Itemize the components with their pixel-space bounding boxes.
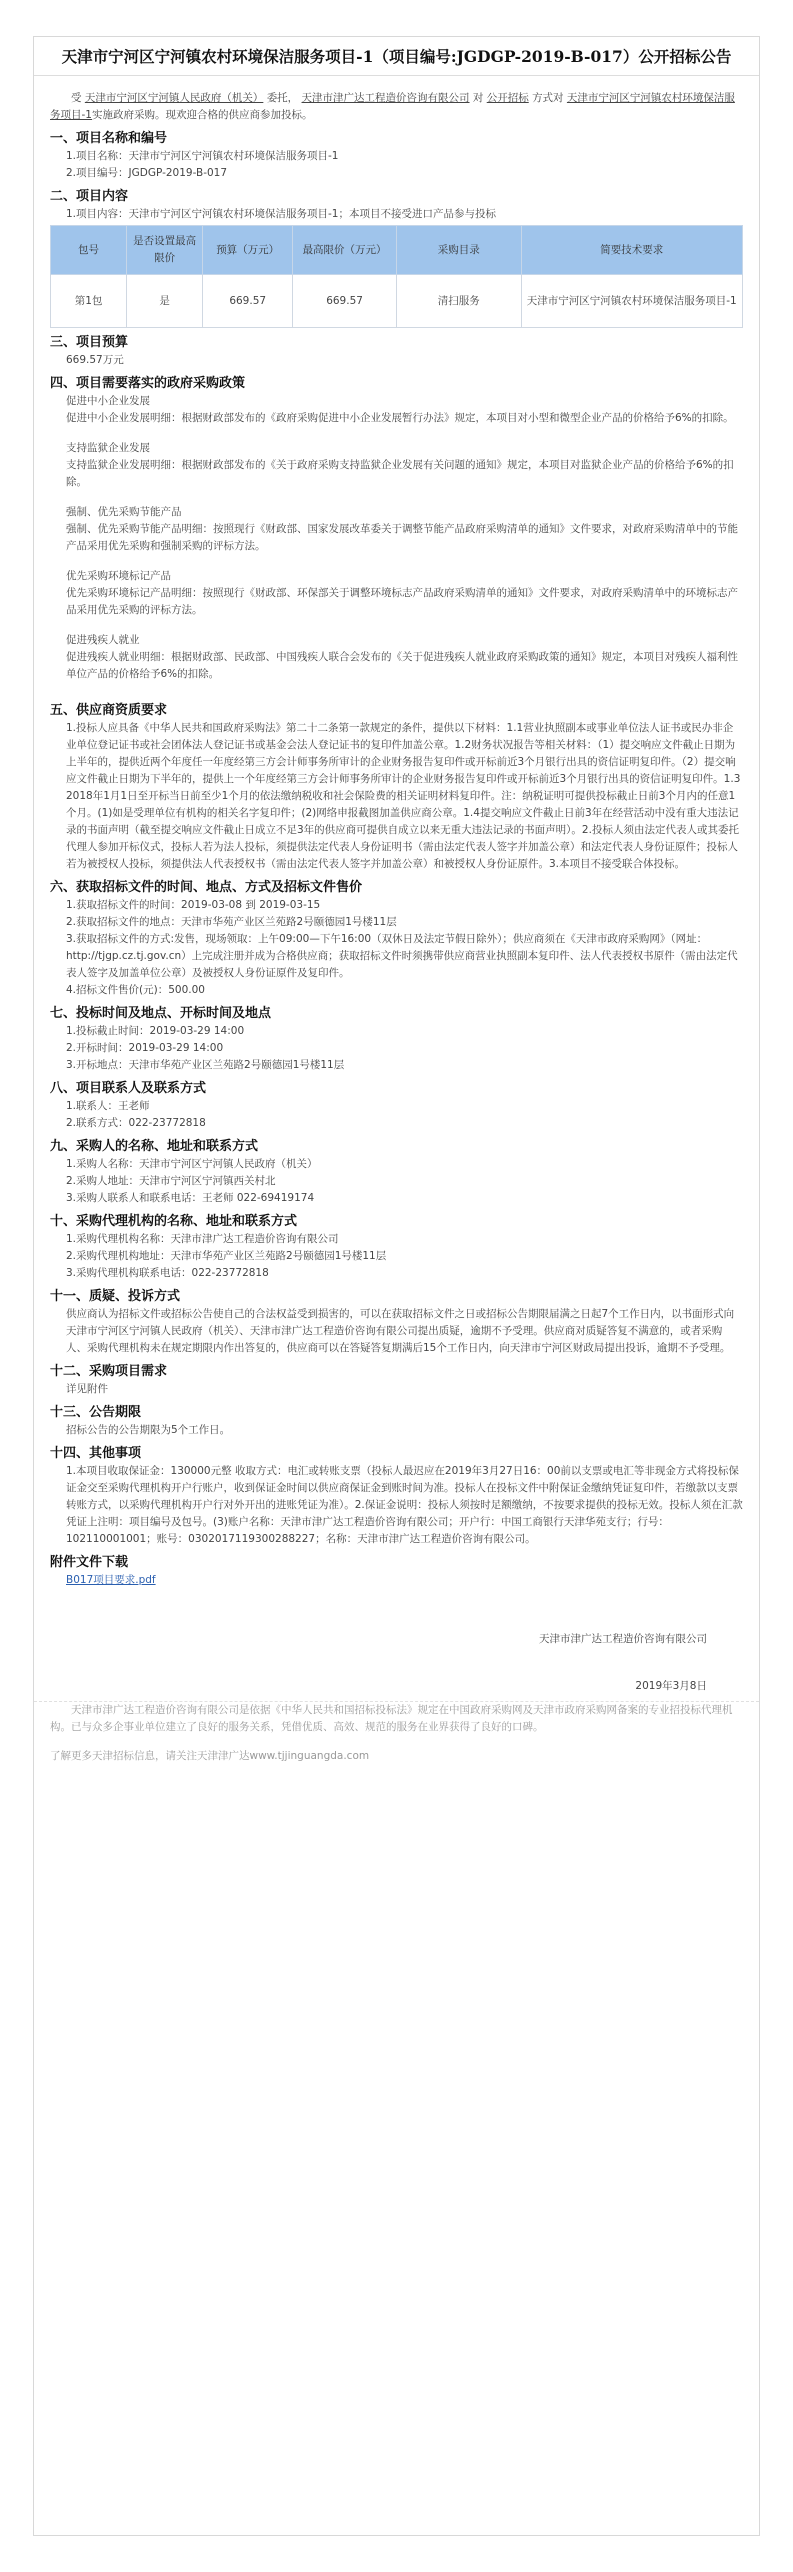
intro-agency: 天津市津广达工程造价咨询有限公司 — [301, 92, 470, 104]
table-header: 采购目录 — [396, 226, 521, 275]
table-cell: 669.57 — [203, 275, 293, 328]
footer-company: 天津市津广达工程造价咨询有限公司 — [539, 1633, 707, 1645]
agency-notice: 天津市津广达工程造价咨询有限公司是依据《中华人民共和国招标投标法》规定在中国政府采购网及天津市政府采购网备案的专业招投标代理机构。已与众多企事业单位建立了良好的服务关系，凭借优质、高效、规范的服务在业界获得了良好的口碑。 — [50, 1704, 733, 1733]
section-line: 1.项目名称：天津市宁河区宁河镇农村环境保洁服务项目-1 — [66, 150, 339, 162]
table-row — [51, 275, 743, 328]
intro-method: 公开招标 — [486, 92, 529, 104]
section-heading: 四、项目需要落实的政府采购政策 — [50, 376, 246, 391]
section-line: 3.获取招标文件的方式:发售，现场领取：上午09:00—下午16:00（双休日及法定节假日除外）；供应商须在《天津市政府采购网》（网址：http://tjgp.cz.tj.gov.cn）上完成注册并成为合格供应商；获取招标文件时须携带供应商营业执照副本复印件、法人代表授权书原件（需由法定代表人签字及加盖单位公章）及被授权人身份证原件及复印件。 — [66, 933, 738, 979]
section-heading: 七、投标时间及地点、开标时间及地点 — [50, 1006, 272, 1021]
section-heading: 六、获取招标文件的时间、地点、方式及招标文件售价 — [50, 880, 363, 895]
section-heading: 十一、质疑、投诉方式 — [50, 1289, 181, 1304]
policy-title: 促进残疾人就业 — [66, 634, 140, 646]
intro-text: 方式对 — [532, 92, 564, 104]
budget-value: 669.57万元 — [66, 354, 124, 366]
section-line: 1.采购代理机构名称：天津市津广达工程造价咨询有限公司 — [66, 1233, 339, 1245]
section-line: 1.项目内容：天津市宁河区宁河镇农村环境保洁服务项目-1；本项目不接受进口产品参与投标 — [66, 208, 496, 220]
table-cell: 第1包 — [51, 275, 127, 328]
table-header: 是否设置最高限价 — [127, 226, 203, 275]
policy-text: 促进中小企业发展明细：根据财政部发布的《政府采购促进中小企业发展暂行办法》规定，本项目对小型和微型企业产品的价格给予6%的扣除。 — [66, 412, 734, 424]
table-cell: 是 — [127, 275, 203, 328]
section-heading: 三、项目预算 — [50, 335, 129, 350]
section-line: 1.投标截止时间：2019-03-29 14:00 — [66, 1025, 245, 1037]
section-line: 2.开标时间：2019-03-29 14:00 — [66, 1042, 224, 1054]
period-text: 招标公告的公告期限为5个工作日。 — [66, 1424, 231, 1436]
section-line: 2.联系方式：022-23772818 — [66, 1117, 206, 1129]
policy-title: 支持监狱企业发展 — [66, 442, 150, 454]
attachment-link[interactable]: B017项目要求.pdf — [66, 1574, 156, 1586]
section-line: 1.获取招标文件的时间：2019-03-08 到 2019-03-15 — [66, 899, 321, 911]
table-cell: 669.57 — [293, 275, 397, 328]
table-cell: 清扫服务 — [396, 275, 521, 328]
section-line: 2.采购代理机构地址：天津市华苑产业区兰苑路2号颐德园1号楼11层 — [66, 1250, 387, 1262]
table-header: 预算（万元） — [203, 226, 293, 275]
section-line: 2.采购人地址：天津市宁河区宁河镇西关村北 — [66, 1175, 276, 1187]
table-header-row — [51, 226, 743, 275]
section-line: 2.获取招标文件的地点：天津市华苑产业区兰苑路2号颐德园1号楼11层 — [66, 916, 397, 928]
qualification-text: 1.投标人应具备《中华人民共和国政府采购法》第二十二条第一款规定的条件，提供以下材料：1.1营业执照副本或事业单位法人证书或民办非企业单位登记证书或社会团体法人登记证书或基金会法人登记证书的复印件加盖公章。1.2财务状况报告等相关材料：（1）提交响应文件截止日期为上半年的，提供近两个年度任一年度经第三方会计师事务所审计的企业财务报告复印件或开标前近3个月银行出具的资信证明复印件。（2）提交响应文件截止日期为下半年的，提供上一个年度经第三方会计师事务所审计的企业财务报告复印件或开标前近3个月银行出具的资信证明复印件。1.3 2018年1月1日至开标当日前至少1个月的依法缴纳税收和社会保险费的相关证明材料复印件。注：纳税证明可提供投标截止日前3个月内的任意1个月。(1)如是受理单位有机构的相关名字复印件；(2)网络申报截图加盖供应商公章。1.4提交响应文件截止日前3年在经营活动中没有重大违法记录的书面声明（截至提交响应文件截止日成立不足3年的供应商可提供自成立以来无重大违法记录的书面声明）。2.投标人须由法定代表人或其委托代理人参加开标仪式，投标人若为法人投标，须提供法定代表人身份证明书（需由法定代表人签字并加盖公章）和法定代表人身份证原件；投标人若为被授权人投标，须提供法人代表授权书（需由法定代表人签字并加盖公章）和被授权人身份证原件。3.本项目不接受联合体投标。 — [66, 722, 741, 870]
policy-title: 优先采购环境标记产品 — [66, 570, 171, 582]
section-line: 1.采购人名称：天津市宁河区宁河镇人民政府（机关） — [66, 1158, 318, 1170]
section-line: 3.采购代理机构联系电话：022-23772818 — [66, 1267, 269, 1279]
notice-body — [34, 90, 759, 1695]
table-header: 简要技术要求 — [521, 226, 742, 275]
package-table — [50, 225, 743, 328]
footer-date: 2019年3月8日 — [635, 1680, 707, 1692]
table-header: 包号 — [51, 226, 127, 275]
policy-text: 优先采购环境标记产品明细：按照现行《财政部、环保部关于调整环境标志产品政府采购清单的通知》文件要求，对政府采购清单中的环境标志产品采用优先采购的评标方法。 — [66, 587, 738, 616]
section-heading: 九、采购人的名称、地址和联系方式 — [50, 1139, 259, 1154]
intro-paragraph — [50, 90, 743, 124]
requirement-text: 详见附件 — [66, 1383, 108, 1395]
attachments-heading: 附件文件下载 — [50, 1555, 129, 1570]
intro-project: 天津市宁河区宁河镇农村环境保洁服务项目-1 — [50, 92, 735, 121]
section-heading: 五、供应商资质要求 — [50, 703, 168, 718]
other-text: 1.本项目收取保证金：130000元整 收取方式：电汇或转账支票（投标人最迟应在2019年3月27日16：00前以支票或电汇等非现金方式将投标保证金交至采购代理机构开户行账户，收到保证金时间以供应商保证金到账时间为准。投标人在投标文件中附保证金缴纳凭证复印件，若缴款以支票转账方式，以采购代理机构开户行对外开出的进账凭证为准）。2.保证金说明：投标人须按时足额缴纳，不按要求提供的投标无效。投标人须在汇款凭证上注明：项目编号及包号。(3)账户名称：天津市津广达工程造价咨询有限公司；开户行：中国工商银行天津华苑支行；行号：102110001001；账号：0302017119300288227；名称：天津市津广达工程造价咨询有限公司。 — [66, 1465, 743, 1545]
policy-title: 强制、优先采购节能产品 — [66, 506, 182, 518]
section-heading: 八、项目联系人及联系方式 — [50, 1081, 207, 1096]
notice-page — [33, 36, 760, 2536]
policy-text: 支持监狱企业发展明细：根据财政部发布的《关于政府采购支持监狱企业发展有关问题的通知》规定，本项目对监狱企业产品的价格给予6%的扣除。 — [66, 459, 734, 488]
policy-title: 促进中小企业发展 — [66, 395, 150, 407]
section-line: 1.联系人：王老师 — [66, 1100, 150, 1112]
more-info-text: 了解更多天津招标信息，请关注天津津广达www.tjjinguangda.com — [50, 1750, 370, 1762]
intro-text: 实施政府采购。现欢迎合格的供应商参加投标。 — [91, 109, 313, 121]
intro-text: 对 — [472, 92, 484, 104]
table-header: 最高限价（万元） — [293, 226, 397, 275]
section-line: 3.采购人联系人和联系电话：王老师 022-69419174 — [66, 1192, 315, 1204]
section-heading: 二、项目内容 — [50, 189, 129, 204]
section-heading: 十、采购代理机构的名称、地址和联系方式 — [50, 1214, 298, 1229]
intro-client: 天津市宁河区宁河镇人民政府（机关） — [84, 92, 264, 104]
complaint-text: 供应商认为招标文件或招标公告使自己的合法权益受到损害的，可以在获取招标文件之日或招标公告期限届满之日起7个工作日内，以书面形式向天津市宁河区宁河镇人民政府（机关）、天津市津广达工程造价咨询有限公司提出质疑，逾期不予受理。供应商对质疑答复不满意的，或者采购人、采购代理机构未在规定期限内作出答复的，供应商可以在答疑答复期满后15个工作日内，向天津市宁河区财政局提出投诉，逾期不予受理。 — [66, 1308, 735, 1354]
policy-text: 强制、优先采购节能产品明细：按照现行《财政部、国家发展改革委关于调整节能产品政府采购清单的通知》文件要求，对政府采购清单中的节能产品采用优先采购和强制采购的评标方法。 — [66, 523, 738, 552]
page-title: 天津市宁河区宁河镇农村环境保洁服务项目-1（项目编号:JGDGP-2019-B-017）公开招标公告 — [34, 37, 759, 76]
table-cell: 天津市宁河区宁河镇农村环境保洁服务项目-1 — [521, 275, 742, 328]
section-heading: 一、项目名称和编号 — [50, 131, 168, 146]
section-heading: 十三、公告期限 — [50, 1405, 142, 1420]
intro-text: 受 — [71, 92, 82, 104]
section-heading: 十二、采购项目需求 — [50, 1364, 168, 1379]
section-line: 3.开标地点：天津市华苑产业区兰苑路2号颐德园1号楼11层 — [66, 1059, 345, 1071]
section-line: 4.招标文件售价(元)：500.00 — [66, 984, 205, 996]
intro-text: 委托， — [266, 92, 299, 104]
section-line: 2.项目编号：JGDGP-2019-B-017 — [66, 167, 228, 179]
policy-text: 促进残疾人就业明细：根据财政部、民政部、中国残疾人联合会发布的《关于促进残疾人就业政府采购政策的通知》规定，本项目对残疾人福利性单位产品的价格给予6%的扣除。 — [66, 651, 738, 680]
section-heading: 十四、其他事项 — [50, 1446, 142, 1461]
